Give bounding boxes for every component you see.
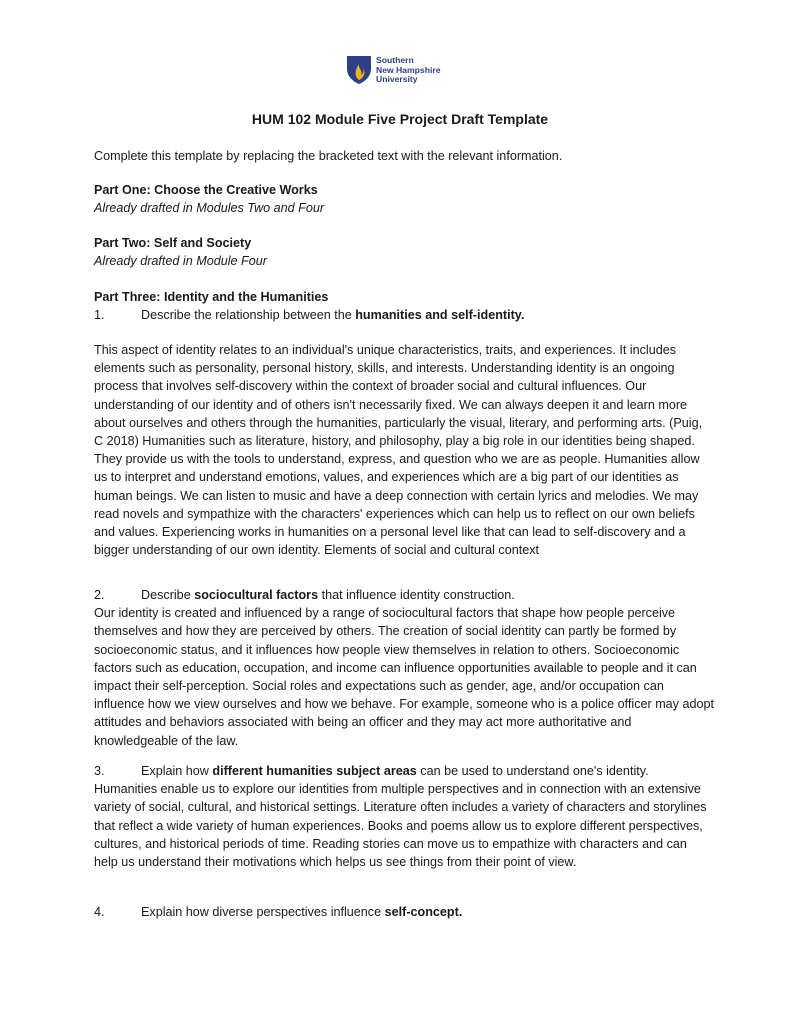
answer-1: This aspect of identity relates to an individual's unique characteristics, traits, and experiences. It includes elements such as personality, personal history, skills, and interests. Understanding identity is an ongoing process that involves self-discovery within the context of broader social and cultural influences. Our understanding of our identity and of others isn't necessarily fixed. We can always deepen it and learn more about ourselves and others through the humanities, particularly the visual, literary, and performing arts. (Puig, C 2018) Humanities such as literature, history, and philosophy, play a big role in our identities being shaped. They provide us with the tools to understand, express, and question who we are as people. Humanities allow us to interpret and understand emotions, values, and experiences which are a big part of our identities as human beings. We can listen to music and have a deep connection with certain lyrics and melodies. We may read novels and sympathize with the characters' experiences which can help us to reflect on our own beliefs and values. Experiencing works in humanities on a personal level like that can lead to self-discovery and a bigger understanding of our own identity. Elements of social and cultural context [94,343,703,558]
document-title: HUM 102 Module Five Project Draft Template [251,111,549,127]
part-three-section [94,288,714,324]
part-one-section [94,181,714,217]
question-3-block [94,762,714,871]
part-three-heading: Part Three: Identity and the Humanities [94,290,329,304]
question-4: 4. Explain how diverse perspectives influence self-concept. [94,905,463,919]
logo-wordmark: Southern New Hampshire University [376,55,441,85]
part-two-note: Already drafted in Module Four [94,254,267,269]
question-2: 2. Describe sociocultural factors that influence identity construction. [94,588,515,602]
question-1: 1. Describe the relationship between the humanities and self-identity. [94,308,525,323]
shield-flame-icon [346,55,372,85]
part-two-section [94,234,714,270]
question-3: 3. Explain how different humanities subject areas can be used to understand one's identity. [94,764,649,778]
part-one-note: Already drafted in Modules Two and Four [94,201,325,216]
part-one-heading: Part One: Choose the Creative Works [94,183,318,197]
intro-text: Complete this template by replacing the bracketed text with the relevant information. [94,149,563,163]
snhu-logo [346,55,440,85]
answer-2: Our identity is created and influenced by a range of sociocultural factors that shape how people perceive themselves and how they are perceived by others. The creation of social identity can partly be formed by socioeconomic status, and it influences how people view themselves in relation to others. Socioeconomic factors such as education, occupation, and income can influence opportunities available to people and it can impact their self-perception. Social roles and expectations such as gender, age, and/or occupation can influence how we view ourselves and how we behave. For example, someone who is a police officer may adopt attitudes and behaviors associated with being an officer and they may act more authoritative and knowledgeable of the law. [94,606,714,748]
part-two-heading: Part Two: Self and Society [94,236,252,250]
answer-3: Humanities enable us to explore our identities from multiple perspectives and in connection with an extensive variety of social, cultural, and historical settings. Literature often includes a variety of characters and storylines that reflect a wide variety of human experiences. Books and poems allow us to explore different perspectives, cultures, and historical periods of time. Reading stories can move us to empathize with characters and can help us understand their motivations which helps us see things from their point of view. [94,782,707,870]
question-2-block [94,586,714,750]
